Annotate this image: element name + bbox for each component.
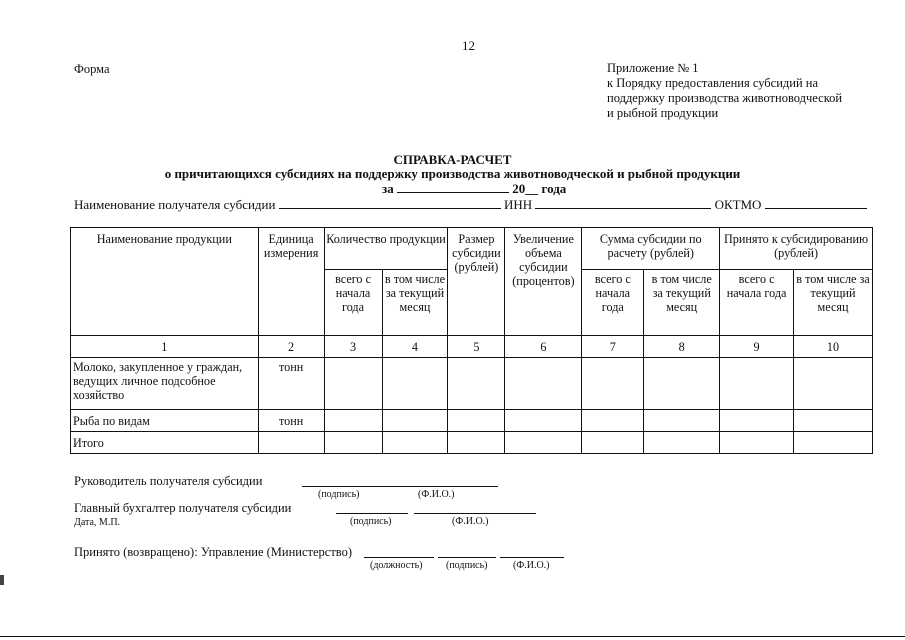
table-cell[interactable] <box>324 432 382 454</box>
oktmo-field[interactable] <box>765 197 867 209</box>
column-number: 10 <box>794 336 873 358</box>
column-number: 6 <box>505 336 582 358</box>
head-label: Руководитель получателя субсидии <box>74 474 263 488</box>
accountant-signature-line[interactable] <box>336 513 408 514</box>
table-cell[interactable] <box>448 432 505 454</box>
inn-field[interactable] <box>535 197 711 209</box>
accepted-position-line[interactable] <box>364 557 434 558</box>
row-product-name: Молоко, закупленное у граждан, ведущих личное подсобное хозяйство <box>71 358 259 410</box>
header-subsidy-rate: Размер субсидии (рублей) <box>448 228 505 336</box>
recipient-name-field[interactable] <box>279 197 501 209</box>
accountant-label: Главный бухгалтер получателя субсидии <box>74 501 292 515</box>
row-product-name: Итого <box>71 432 259 454</box>
row-product-name: Рыба по видам <box>71 410 259 432</box>
table-cell[interactable] <box>720 410 794 432</box>
column-number: 9 <box>720 336 794 358</box>
appendix-line: к Порядку предоставления субсидий на <box>607 76 819 90</box>
column-number: 2 <box>258 336 324 358</box>
scan-edge-mark <box>0 575 4 585</box>
table-cell[interactable] <box>644 432 720 454</box>
period-blank[interactable] <box>397 181 509 193</box>
accountant-fio-line[interactable] <box>414 513 536 514</box>
accountant-signature-caption: (подпись) <box>350 516 392 527</box>
form-label: Форма <box>74 62 110 76</box>
head-signature-caption: (подпись) <box>318 489 360 500</box>
header-sum-total: всего с начала года <box>582 270 644 336</box>
table-cell[interactable] <box>582 358 644 410</box>
header-accepted-month: в том числе за текущий месяц <box>794 270 873 336</box>
table-cell[interactable] <box>382 432 448 454</box>
column-number: 8 <box>644 336 720 358</box>
period-line <box>382 181 566 197</box>
column-number: 1 <box>71 336 259 358</box>
appendix-line: поддержку производства животноводческой <box>607 91 843 105</box>
table-cell[interactable] <box>382 410 448 432</box>
table-cell[interactable] <box>505 358 582 410</box>
table-row <box>71 410 873 432</box>
table-cell[interactable] <box>382 358 448 410</box>
table-row <box>71 358 873 410</box>
table-row <box>71 432 873 454</box>
accepted-label: Принято (возвращено): Управление (Министерство) <box>74 545 353 559</box>
header-accepted-total: всего с начала года <box>720 270 794 336</box>
row-unit <box>258 432 324 454</box>
header-quantity: Количество продукции <box>324 228 448 270</box>
column-number-row <box>71 336 873 358</box>
recipient-name-label: Наименование получателя субсидии <box>74 197 276 212</box>
recipient-line <box>74 197 867 213</box>
inn-label: ИНН <box>503 197 533 212</box>
column-number: 3 <box>324 336 382 358</box>
table-cell[interactable] <box>794 358 873 410</box>
header-quantity-month: в том числе за текущий месяц <box>382 270 448 336</box>
period-prefix: за <box>382 181 394 196</box>
head-fio-caption: (Ф.И.О.) <box>418 489 455 500</box>
table-cell[interactable] <box>324 358 382 410</box>
header-unit: Единица измерения <box>258 228 324 336</box>
document-subtitle: о причитающихся субсидиях на поддержку производства животноводческой и рыбной продукции <box>164 166 741 181</box>
header-volume-increase: Увеличение объема субсидии (процентов) <box>505 228 582 336</box>
header-product-name: Наименование продукции <box>71 228 259 336</box>
oktmo-label: ОКТМО <box>714 197 762 212</box>
accepted-fio-line[interactable] <box>500 557 564 558</box>
table-cell[interactable] <box>324 410 382 432</box>
table-cell[interactable] <box>720 432 794 454</box>
column-number: 4 <box>382 336 448 358</box>
header-subsidy-sum: Сумма субсидии по расчету (рублей) <box>582 228 720 270</box>
appendix-note <box>607 61 877 121</box>
period-year: 20__ года <box>512 181 567 196</box>
table-cell[interactable] <box>644 358 720 410</box>
table-cell[interactable] <box>505 432 582 454</box>
table-cell[interactable] <box>794 432 873 454</box>
table-cell[interactable] <box>720 358 794 410</box>
column-number: 5 <box>448 336 505 358</box>
accepted-signature-caption: (подпись) <box>446 560 488 571</box>
table-cell[interactable] <box>794 410 873 432</box>
subsidy-table <box>70 227 873 454</box>
accountant-fio-caption: (Ф.И.О.) <box>452 516 489 527</box>
page-number: 12 <box>462 38 475 53</box>
header-accepted: Принято к субсидированию (рублей) <box>720 228 873 270</box>
table-cell[interactable] <box>448 358 505 410</box>
date-label: Дата, М.П. <box>74 517 121 528</box>
column-number: 7 <box>582 336 644 358</box>
head-signature-line[interactable] <box>302 486 498 487</box>
table-cell[interactable] <box>448 410 505 432</box>
header-sum-month: в том числе за текущий месяц <box>644 270 720 336</box>
row-unit: тонн <box>258 358 324 410</box>
table-cell[interactable] <box>582 432 644 454</box>
scan-bottom-edge <box>0 636 905 637</box>
accepted-signature-line[interactable] <box>438 557 496 558</box>
appendix-line: и рыбной продукции <box>607 106 719 120</box>
accepted-position-caption: (должность) <box>370 560 423 571</box>
table-cell[interactable] <box>644 410 720 432</box>
row-unit: тонн <box>258 410 324 432</box>
table-cell[interactable] <box>582 410 644 432</box>
table-cell[interactable] <box>505 410 582 432</box>
header-quantity-total: всего с начала года <box>324 270 382 336</box>
appendix-line: Приложение № 1 <box>607 61 699 75</box>
document-title: СПРАВКА-РАСЧЕТ <box>393 152 512 167</box>
accepted-fio-caption: (Ф.И.О.) <box>513 560 550 571</box>
